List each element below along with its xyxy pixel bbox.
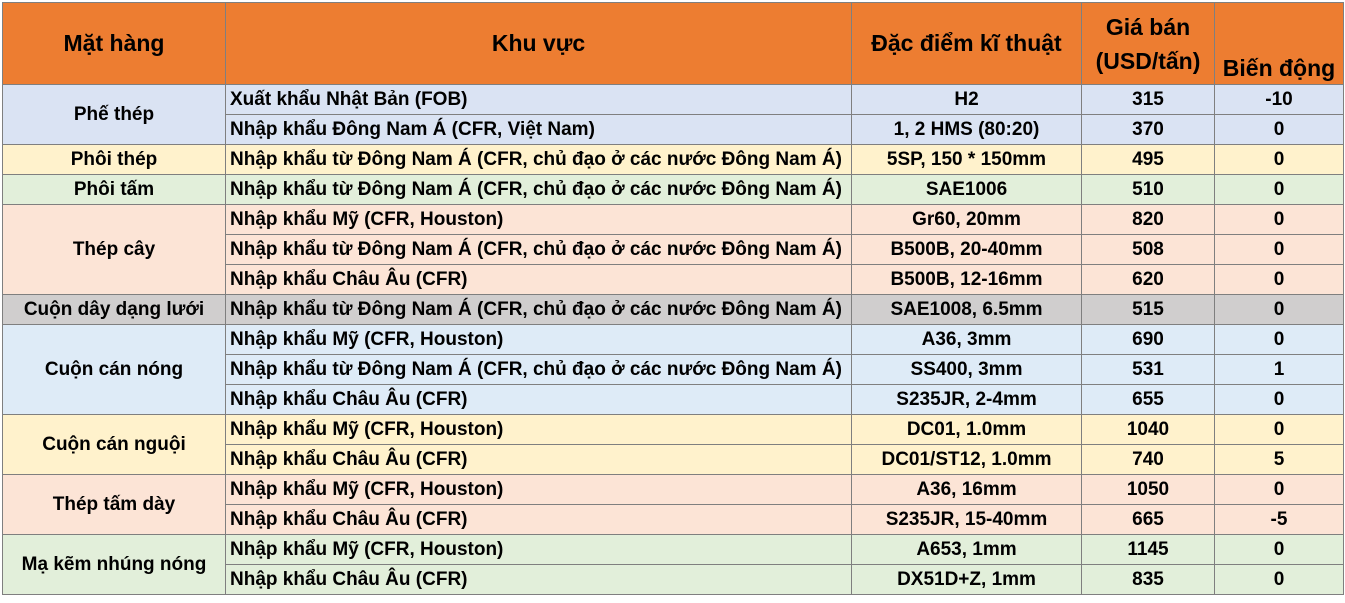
change-cell: 0 bbox=[1215, 295, 1344, 325]
spec-cell: DX51D+Z, 1mm bbox=[852, 565, 1082, 595]
change-cell: 0 bbox=[1215, 235, 1344, 265]
header-region: Khu vực bbox=[226, 3, 852, 85]
item-cell: Cuộn dây dạng lưới bbox=[3, 295, 226, 325]
price-cell: 820 bbox=[1082, 205, 1215, 235]
spec-cell: S235JR, 15-40mm bbox=[852, 505, 1082, 535]
price-cell: 740 bbox=[1082, 445, 1215, 475]
change-cell: 0 bbox=[1215, 565, 1344, 595]
price-cell: 835 bbox=[1082, 565, 1215, 595]
item-cell: Phế thép bbox=[3, 85, 226, 145]
item-cell: Phôi thép bbox=[3, 145, 226, 175]
region-cell: Nhập khẩu từ Đông Nam Á (CFR, chủ đạo ở các nước Đông Nam Á) bbox=[226, 145, 852, 175]
price-cell: 1145 bbox=[1082, 535, 1215, 565]
table-row bbox=[3, 175, 1344, 205]
header-spec: Đặc điểm kĩ thuật bbox=[852, 3, 1082, 85]
change-cell: 0 bbox=[1215, 145, 1344, 175]
price-cell: 515 bbox=[1082, 295, 1215, 325]
region-cell: Nhập khẩu Mỹ (CFR, Houston) bbox=[226, 325, 852, 355]
spec-cell: H2 bbox=[852, 85, 1082, 115]
item-cell: Thép cây bbox=[3, 205, 226, 295]
region-cell: Nhập khẩu từ Đông Nam Á (CFR, chủ đạo ở các nước Đông Nam Á) bbox=[226, 235, 852, 265]
spec-cell: 5SP, 150 * 150mm bbox=[852, 145, 1082, 175]
item-cell: Thép tấm dày bbox=[3, 475, 226, 535]
spec-cell: B500B, 12-16mm bbox=[852, 265, 1082, 295]
price-cell: 495 bbox=[1082, 145, 1215, 175]
change-cell: 5 bbox=[1215, 445, 1344, 475]
header-change: Biến động bbox=[1215, 3, 1344, 85]
region-cell: Nhập khẩu Đông Nam Á (CFR, Việt Nam) bbox=[226, 115, 852, 145]
spec-cell: B500B, 20-40mm bbox=[852, 235, 1082, 265]
region-cell: Nhập khẩu từ Đông Nam Á (CFR, chủ đạo ở các nước Đông Nam Á) bbox=[226, 295, 852, 325]
region-cell: Nhập khẩu Mỹ (CFR, Houston) bbox=[226, 415, 852, 445]
item-cell: Cuộn cán nóng bbox=[3, 325, 226, 415]
price-cell: 531 bbox=[1082, 355, 1215, 385]
change-cell: 0 bbox=[1215, 535, 1344, 565]
table-row bbox=[3, 475, 1344, 505]
region-cell: Nhập khẩu từ Đông Nam Á (CFR, chủ đạo ở các nước Đông Nam Á) bbox=[226, 175, 852, 205]
region-cell: Nhập khẩu Châu Âu (CFR) bbox=[226, 445, 852, 475]
item-cell: Cuộn cán nguội bbox=[3, 415, 226, 475]
price-cell: 655 bbox=[1082, 385, 1215, 415]
table-row bbox=[3, 205, 1344, 235]
spec-cell: S235JR, 2-4mm bbox=[852, 385, 1082, 415]
header-price-line2: (USD/tấn) bbox=[1095, 47, 1201, 74]
header-row bbox=[3, 3, 1344, 85]
price-cell: 690 bbox=[1082, 325, 1215, 355]
change-cell: 0 bbox=[1215, 265, 1344, 295]
region-cell: Nhập khẩu Châu Âu (CFR) bbox=[226, 385, 852, 415]
price-cell: 510 bbox=[1082, 175, 1215, 205]
spec-cell: 1, 2 HMS (80:20) bbox=[852, 115, 1082, 145]
region-cell: Nhập khẩu Châu Âu (CFR) bbox=[226, 565, 852, 595]
header-price bbox=[1082, 3, 1215, 85]
price-cell: 315 bbox=[1082, 85, 1215, 115]
price-cell: 665 bbox=[1082, 505, 1215, 535]
change-cell: -5 bbox=[1215, 505, 1344, 535]
table-row bbox=[3, 85, 1344, 115]
spec-cell: A653, 1mm bbox=[852, 535, 1082, 565]
region-cell: Nhập khẩu Mỹ (CFR, Houston) bbox=[226, 205, 852, 235]
header-price-line1: Giá bán bbox=[1105, 13, 1191, 40]
region-cell: Nhập khẩu Châu Âu (CFR) bbox=[226, 505, 852, 535]
spec-cell: SS400, 3mm bbox=[852, 355, 1082, 385]
table-row bbox=[3, 415, 1344, 445]
change-cell: 0 bbox=[1215, 415, 1344, 445]
spec-cell: SAE1008, 6.5mm bbox=[852, 295, 1082, 325]
header-item: Mặt hàng bbox=[3, 3, 226, 85]
spec-cell: DC01/ST12, 1.0mm bbox=[852, 445, 1082, 475]
table-row bbox=[3, 295, 1344, 325]
spec-cell: SAE1006 bbox=[852, 175, 1082, 205]
change-cell: -10 bbox=[1215, 85, 1344, 115]
region-cell: Nhập khẩu Mỹ (CFR, Houston) bbox=[226, 475, 852, 505]
spec-cell: Gr60, 20mm bbox=[852, 205, 1082, 235]
spec-cell: A36, 3mm bbox=[852, 325, 1082, 355]
region-cell: Nhập khẩu Châu Âu (CFR) bbox=[226, 265, 852, 295]
change-cell: 0 bbox=[1215, 115, 1344, 145]
table-row bbox=[3, 325, 1344, 355]
region-cell: Xuất khẩu Nhật Bản (FOB) bbox=[226, 85, 852, 115]
change-cell: 0 bbox=[1215, 175, 1344, 205]
change-cell: 0 bbox=[1215, 475, 1344, 505]
region-cell: Nhập khẩu Mỹ (CFR, Houston) bbox=[226, 535, 852, 565]
table-row bbox=[3, 535, 1344, 565]
price-cell: 1040 bbox=[1082, 415, 1215, 445]
price-cell: 370 bbox=[1082, 115, 1215, 145]
steel-price-table bbox=[2, 2, 1344, 595]
price-cell: 508 bbox=[1082, 235, 1215, 265]
price-cell: 1050 bbox=[1082, 475, 1215, 505]
change-cell: 1 bbox=[1215, 355, 1344, 385]
region-cell: Nhập khẩu từ Đông Nam Á (CFR, chủ đạo ở các nước Đông Nam Á) bbox=[226, 355, 852, 385]
spec-cell: DC01, 1.0mm bbox=[852, 415, 1082, 445]
table-row bbox=[3, 145, 1344, 175]
change-cell: 0 bbox=[1215, 205, 1344, 235]
change-cell: 0 bbox=[1215, 325, 1344, 355]
item-cell: Mạ kẽm nhúng nóng bbox=[3, 535, 226, 595]
price-cell: 620 bbox=[1082, 265, 1215, 295]
change-cell: 0 bbox=[1215, 385, 1344, 415]
spec-cell: A36, 16mm bbox=[852, 475, 1082, 505]
item-cell: Phôi tấm bbox=[3, 175, 226, 205]
